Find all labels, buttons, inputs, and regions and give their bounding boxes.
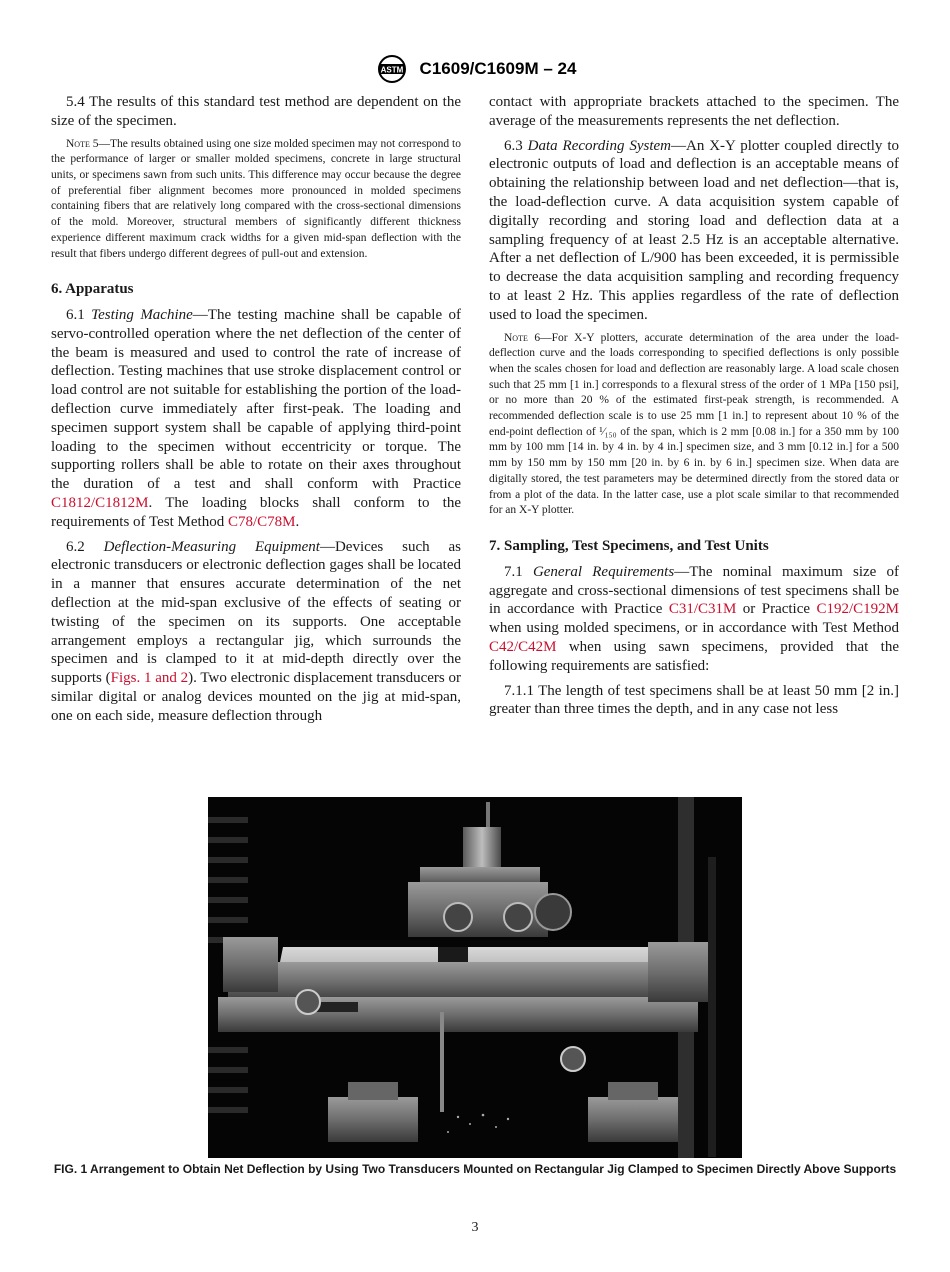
clause-text: —Devices such as electronic transducers or electronic deflection gages shall be located in a manner that ensures accurate determination of the net deflection at the mid-span exclusive of the effects of seating or twisting of the specimen on its supports. One acceptable arrangement employs a rectangular jig, which surrounds the specimen and is clamped to it at mid-depth directly over the supports ( bbox=[51, 538, 461, 687]
document-id: C1609/C1609M – 24 bbox=[419, 59, 577, 78]
clause-title: General Requirements bbox=[532, 563, 675, 580]
clause-text: —The nominal maximum size of aggregate and cross-sectional dimensions of test specimens shall be in accordance with Practice bbox=[489, 563, 900, 618]
figure-1-caption: FIG. 1 Arrangement to Obtain Net Deflection by Using Two Transducers Mounted on Rectangular Jig Clamped to Specimen Directly Above Supports bbox=[53, 1162, 897, 1176]
section-heading-sampling: 7. Sampling, Test Specimens, and Test Units bbox=[489, 538, 769, 554]
paragraph-6-1 bbox=[51, 306, 461, 532]
test-rig-illustration bbox=[208, 797, 742, 1158]
link-figs-1-2[interactable]: Figs. 1 and 2 bbox=[110, 670, 189, 687]
note-text: —For X-Y plotters, accurate determination of the area under the load-deflection curve and the loads corresponding to specified deflections is only possible when the scales chosen for load and deflection are reasonably large. A load scale chosen such that 25 mm [1 in.] corresponds to a flexural stress of the order of 1 MPa [150 psi], or no more than 20 % of the estimated first-peak strength, is recommended. A recommended deflection scale is to use 25 mm [1 in.] to represent about 10 % of the end-point deflection of ¹⁄₁₅₀ of the span, which is 2 mm [0.08 in.] for a 350 mm by 100 mm by 100 mm [14 in. by 4 in. by 4 in.] specimen size, and 3 mm [0.12 in.] for a 500 mm by 150 mm by 150 mm [20 in. by 6 in. by 6 in.] specimen size. When data are digitally stored, the test parameters may be determined directly from the stored data or from a plot of the data. In the latter case, use a plot scale similar to that recommended for an X-Y plotter. bbox=[489, 331, 900, 517]
page-header bbox=[0, 54, 950, 84]
clause-text: when using sawn specimens, provided that the following requirements are satisfied: bbox=[489, 638, 899, 674]
note-label: Note 5 bbox=[66, 137, 99, 150]
figure-1-photo bbox=[208, 797, 742, 1158]
note-label: Note 6 bbox=[504, 331, 541, 344]
clause-title: Data Recording System bbox=[527, 137, 671, 154]
clause-text: when using molded specimens, or in accordance with Test Method bbox=[489, 620, 899, 637]
clause-text: . bbox=[295, 513, 300, 530]
left-column bbox=[51, 93, 461, 732]
clause-text: . The loading blocks shall conform to the requirements of Test Method bbox=[51, 494, 461, 530]
page-number: 3 bbox=[471, 1220, 479, 1235]
clause-number: 6.3 bbox=[504, 137, 523, 154]
clause-number: 6.1 bbox=[66, 307, 85, 324]
section-heading-apparatus: 6. Apparatus bbox=[51, 281, 134, 298]
clause-text: —An X-Y plotter coupled directly to electronic outputs of load and deflection is an acceptable means of obtaining the relationship between load and net deflection—that is, the load-deflection curve. A data acquisition system capable of digitally recording and storing load and deflection data at a sampling frequency of at least 2.5 Hz is an acceptable alternative. After a net deflection of L/900 has been exceeded, it is permissible to decrease the data acquisition sampling and recording frequency to at least 2 Hz. This applies regardless of the rate of deflection used to load the specimen. bbox=[489, 137, 899, 323]
clause-title: Deflection-Measuring Equipment bbox=[103, 538, 320, 555]
right-column bbox=[489, 93, 899, 725]
clause-text: —The testing machine shall be capable of servo-controlled operation where the net deflection of the center of the beam is measured and used to control the rate of increase of deflection. Testing machines that use stroke displacement control or load control are not suitable for establishing the portion of the load-deflection curve immediately after first-peak. The loading and specimen support system shall be capable of applying third-point loading to the specimen without eccentricity or torque. The supporting rollers shall be able to rotate on their axes throughout the duration of a test and shall conform with Practice bbox=[51, 307, 461, 493]
note-6 bbox=[489, 331, 899, 519]
note-text: —The results obtained using one size molded specimen may not correspond to the performance of larger or smaller molded specimens, concrete in large structural units, or specimens sawn from such units. This difference may occur because the degree of preferential fiber alignment becomes more pronounced in molded specimens containing fibers that are relatively long compared with the cross-sectional dimensions of the mold. Moreover, structural members of significantly different thickness experience different maximum crack widths for a given mid-span deflection with the result that fibers undergo different degrees of pull-out and extension. bbox=[51, 137, 461, 260]
paragraph-7-1 bbox=[489, 563, 899, 676]
clause-number: 6.2 bbox=[66, 538, 85, 555]
paragraph-7-1-1: 7.1.1 The length of test specimens shall be at least 50 mm [2 in.] greater than three times the depth, and in any case not less bbox=[489, 682, 899, 718]
link-c1812[interactable]: C1812/C1812M bbox=[51, 494, 149, 511]
paragraph-6-2-continued: contact with appropriate brackets attached to the specimen. The average of the measurements represents the net deflection. bbox=[489, 94, 899, 129]
paragraph-6-2 bbox=[51, 538, 461, 726]
clause-number: 7.1 bbox=[504, 563, 523, 580]
paragraph-5-4: 5.4 The results of this standard test method are dependent on the size of the specimen. bbox=[51, 94, 461, 129]
link-c42[interactable]: C42/C42M bbox=[489, 638, 557, 655]
svg-text:ASTM: ASTM bbox=[380, 65, 403, 75]
link-c192[interactable]: C192/C192M bbox=[816, 601, 899, 618]
link-c78[interactable]: C78/C78M bbox=[227, 513, 296, 530]
link-c31[interactable]: C31/C31M bbox=[668, 601, 737, 618]
paragraph-6-3 bbox=[489, 137, 899, 325]
clause-text: ). Two electronic displacement transducers or similar digital or analog devices mounted on the jig at mid-span, one on each side, measure deflection through bbox=[51, 670, 461, 724]
astm-logo-icon bbox=[374, 54, 410, 84]
note-5 bbox=[51, 137, 461, 263]
clause-title: Testing Machine bbox=[91, 307, 193, 324]
clause-text: or Practice bbox=[736, 601, 817, 618]
